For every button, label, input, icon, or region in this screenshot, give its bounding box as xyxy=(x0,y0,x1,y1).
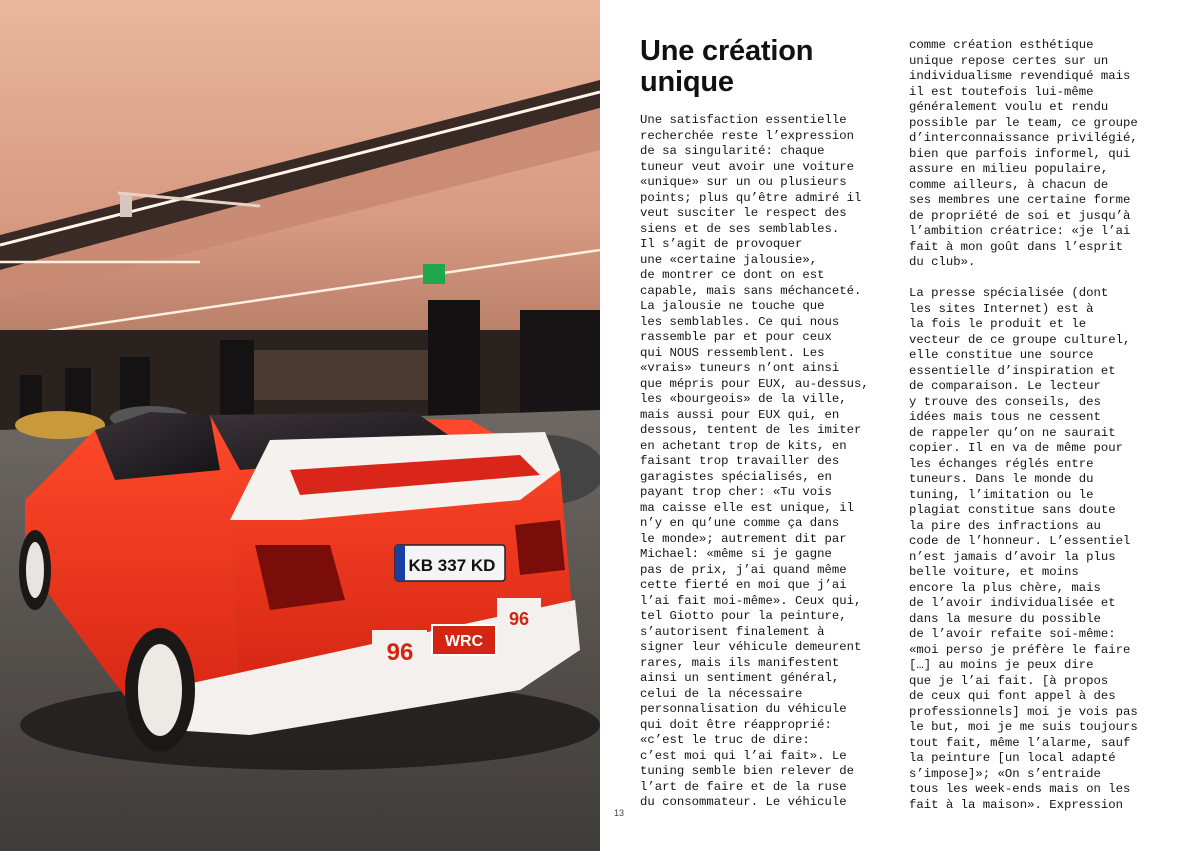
body-text-line: la peinture [un local adapté xyxy=(909,751,1116,765)
body-text-line: personnalisation du véhicule xyxy=(640,702,847,716)
body-text-line: les «bourgeois» de la ville, xyxy=(640,392,847,406)
article-title-line-2: unique xyxy=(640,66,734,98)
body-text-line: le monde»; autrement dit par xyxy=(640,531,847,546)
body-text-line: y trouve des conseils, des xyxy=(909,394,1101,409)
body-text-column-left xyxy=(640,113,902,811)
body-text-line: recherchée reste l’expression xyxy=(640,128,855,143)
body-text-line: capable, mais sans méchanceté. xyxy=(640,283,862,298)
body-text-line: s’impose]»; «On s’entraide xyxy=(909,766,1101,781)
body-text-line: l’ambition créatrice: «je l’ai xyxy=(909,224,1131,238)
body-text-line: «vrais» tuneurs n’ont ainsi xyxy=(640,361,840,375)
body-text-line: vecteur de ce groupe culturel, xyxy=(909,332,1131,347)
body-text-line: tous les week-ends mais on les xyxy=(909,782,1131,796)
body-text-line: «unique» sur un ou plusieurs xyxy=(640,175,847,189)
body-text-line: que mépris pour EUX, au-dessus, xyxy=(640,376,869,391)
body-text-line: elle constitue une source xyxy=(909,348,1094,362)
body-text-line: les échanges réglés entre xyxy=(909,456,1094,471)
body-text-line: Il s’agit de provoquer xyxy=(640,237,803,251)
body-text-line: le but, moi je me suis toujours xyxy=(909,720,1138,734)
body-text-line: il est toutefois lui-même xyxy=(909,84,1094,99)
body-text-line: de rappeler qu’on ne saurait xyxy=(909,425,1116,440)
body-text-line: «c’est le truc de dire: xyxy=(640,733,810,747)
body-text-line: «moi perso je préfère le faire xyxy=(909,642,1131,657)
body-text-line: professionnels] moi je vois pas xyxy=(909,704,1138,719)
body-text-line: comme ailleurs, à chacun de xyxy=(909,177,1109,192)
body-text-line: rassemble par et pour ceux xyxy=(640,330,832,344)
body-text-line: de l’avoir refaite soi-même: xyxy=(909,627,1116,641)
body-text-line: de l’avoir individualisée et xyxy=(909,596,1116,610)
body-text-line: plagiat constitue sans doute xyxy=(909,503,1116,517)
body-text-line: celui de la nécessaire xyxy=(640,686,803,701)
body-text-line: d’interconnaissance privilégié, xyxy=(909,131,1138,145)
body-text-line: que je l’ai fait. [à propos xyxy=(909,673,1109,688)
body-text-line: garagistes spécialisés, en xyxy=(640,469,832,484)
body-text-line: payant trop cher: «Tu vois xyxy=(640,485,832,499)
body-text-line: fait à mon goût dans l’esprit xyxy=(909,239,1124,254)
body-text-line: veut susciter le respect des xyxy=(640,206,847,220)
page-number: 13 xyxy=(614,808,625,818)
body-text-line: qui NOUS ressemblent. Les xyxy=(640,345,825,360)
body-text-line: tout fait, même l’alarme, sauf xyxy=(909,735,1131,750)
body-text-line xyxy=(909,271,1171,287)
body-text-line: code de l’honneur. L’essentiel xyxy=(909,534,1131,548)
article-title-line-1: Une création xyxy=(640,35,814,67)
body-text-line: assure en milieu populaire, xyxy=(909,162,1109,176)
body-text-line: l’ai fait moi-même». Ceux qui, xyxy=(640,593,862,608)
body-text-line: de propriété de soi et jusqu’à xyxy=(909,208,1131,223)
body-text-line: […] au moins je peux dire xyxy=(909,658,1094,672)
wrc-sticker: WRC xyxy=(444,633,484,650)
body-text-line: l’art de faire et de la ruse xyxy=(640,779,847,794)
body-text-line: dans la mesure du possible xyxy=(909,611,1101,626)
body-text-line: n’est jamais d’avoir la plus xyxy=(909,549,1116,564)
article-title xyxy=(640,36,890,98)
body-text-line: en achetant trop de kits, en xyxy=(640,438,847,453)
body-text-line: la pire des infractions au xyxy=(909,518,1101,533)
body-text-line: c’est moi qui l’ai fait». Le xyxy=(640,748,847,763)
body-text-line: encore la plus chère, mais xyxy=(909,580,1101,595)
body-text-line: qui doit être réapproprié: xyxy=(640,717,832,732)
body-text-line: n’y en qu’une comme ça dans xyxy=(640,516,840,530)
body-text-line: du club». xyxy=(909,255,976,269)
body-text-line: ses membres une certaine forme xyxy=(909,193,1131,207)
body-text-line: Michael: «même si je gagne xyxy=(640,547,832,561)
body-text-line: cette fierté en moi que j’ai xyxy=(640,578,847,592)
body-text-line: ainsi un sentiment général, xyxy=(640,671,840,685)
body-text-line: La presse spécialisée (dont xyxy=(909,286,1109,300)
body-text-line: la fois le produit et le xyxy=(909,317,1087,331)
body-text-line: essentielle d’inspiration et xyxy=(909,363,1116,378)
body-text-column-right xyxy=(909,38,1171,813)
body-text-line: tuneurs. Dans le monde du xyxy=(909,472,1094,486)
body-text-line: mais aussi pour EUX qui, en xyxy=(640,407,840,422)
body-text-line: possible par le team, ce groupe xyxy=(909,115,1138,130)
body-text-line: de montrer ce dont on est xyxy=(640,268,825,282)
body-text-line: Une satisfaction essentielle xyxy=(640,113,847,127)
body-text-line: points; plus qu’être admiré il xyxy=(640,190,862,205)
body-text-line: tuneur veut avoir une voiture xyxy=(640,159,855,174)
body-text-line: tel Giotto pour la peinture, xyxy=(640,609,847,623)
body-text-line: idées mais tous ne cessent xyxy=(909,410,1101,424)
body-text-line: siens et de ses semblables. xyxy=(640,221,840,236)
body-text-line: La jalousie ne touche que xyxy=(640,299,825,313)
body-text-line: comme création esthétique xyxy=(909,38,1094,52)
body-text-line: une «certaine jalousie», xyxy=(640,252,818,267)
body-text-line: tuning semble bien relever de xyxy=(640,764,855,778)
body-text-line: individualisme revendiqué mais xyxy=(909,69,1131,83)
body-text-line: généralement voulu et rendu xyxy=(909,100,1109,114)
body-text-line: les semblables. Ce qui nous xyxy=(640,314,840,329)
body-text-line: signer leur véhicule demeurent xyxy=(640,640,862,654)
race-number-sticker-right: 96 xyxy=(508,609,530,629)
body-text-line: fait à la maison». Expression xyxy=(909,797,1124,812)
body-text-line: dessous, tentent de les imiter xyxy=(640,423,862,437)
body-text-line: de sa singularité: chaque xyxy=(640,144,825,158)
body-text-line: tuning, l’imitation ou le xyxy=(909,487,1094,502)
body-text-line: rares, mais ils manifestent xyxy=(640,655,840,670)
body-text-line: les sites Internet) est à xyxy=(909,301,1094,316)
body-text-line: unique repose certes sur un xyxy=(909,53,1109,68)
body-text-line: bien que parfois informel, qui xyxy=(909,146,1131,161)
body-text-line: pas de prix, j’ai quand même xyxy=(640,562,847,577)
body-text-line: de comparaison. Le lecteur xyxy=(909,379,1101,393)
body-text-line: s’autorisent finalement à xyxy=(640,624,825,639)
race-number-sticker: 96 xyxy=(386,639,414,666)
body-text-line: copier. Il en va de même pour xyxy=(909,441,1124,455)
body-text-line: de ceux qui font appel à des xyxy=(909,689,1116,703)
body-text-line: belle voiture, et moins xyxy=(909,565,1079,579)
license-plate-text: KB 337 KD xyxy=(408,556,496,575)
body-text-line: ma caisse elle est unique, il xyxy=(640,500,855,515)
body-text-line: faisant trop travailler des xyxy=(640,454,840,468)
body-text-line: du consommateur. Le véhicule xyxy=(640,795,847,809)
